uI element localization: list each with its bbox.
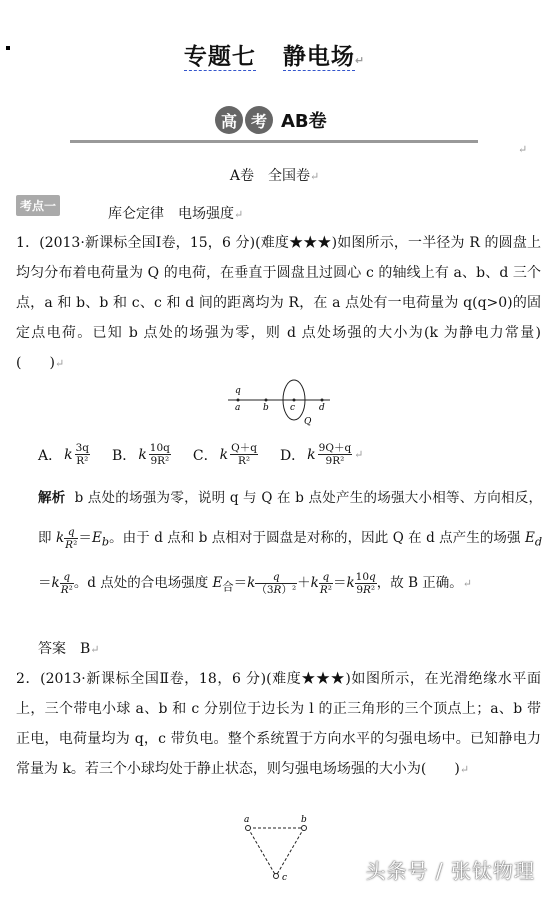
fig-label-q: q: [235, 386, 241, 396]
fig-label-d: d: [319, 403, 325, 413]
fig2-label-b: b: [301, 815, 307, 825]
fig-label-Q: Q: [304, 417, 312, 427]
option-b[interactable]: B． k $\frac{10q}{\text{9R²}}$: [112, 442, 170, 467]
q1-answer: 答案 B↵: [38, 641, 100, 657]
question-1: 1．(2013·新课标全国Ⅰ卷，15，6 分)(难度★★★)如图所示，一半径为 R 的圆盘上均匀分布着电荷量为 Q 的电荷，在垂直于圆盘且过圆心 c 的轴线上有 a、b、d 三个点，a 和 b、b 和 c、c 和 d 间的距离均为 R，在 a 点处有一电荷量为 q(q>0)的固定点电荷。已知 b 点处的场强为零，则 d 点处场强的大小为(k 为静电力常量)( )↵: [16, 235, 541, 371]
watermark: 头条号 / 张钛物理: [365, 859, 535, 883]
q1-analysis: 解析 b 点处的场强为零，说明 q 与 Q 在 b 点处产生的场强大小相等、方向相反，即 k $\frac{q}{\text{R²}}$ $=E_b$。由于 d 点和 b 点相对于圆盘是对称的，因此 Q 在 d 点产生的场强 $E_d=k$ $\frac{q}{\text{R²}}$ 。d 点处的合电场强度 $E_合=k$ $\frac{q}{\text{（3R）²}}$ ＋k $\frac{q}{\text{R²}}$ ＝k $\frac{10q}{\text{9R²}}$ ，故 B 正确。↵: [38, 490, 543, 596]
fig-label-c: c: [290, 403, 296, 413]
option-d[interactable]: D． k $\frac{9Q+q}{\text{9R²}}$ ↵: [279, 442, 364, 467]
fig2-label-a: a: [244, 815, 250, 825]
q1-figure: [222, 376, 337, 428]
question-2: 2．(2013·新课标全国Ⅱ卷，18，6 分)(难度★★★)如图所示，在光滑绝缘水平面上，三个带电小球 a、b 和 c 分别位于边长为 l 的正三角形的三个顶点上；a、b 带正电，电荷量均为 q，c 带负电。整个系统置于方向水平的匀强电场中。已知静电力常量为 k。若三个小球均处于静止状态，则匀强电场场强的大小为( )↵: [16, 671, 541, 777]
kaodian-topic: 库仑定律 电场强度↵: [108, 206, 244, 222]
option-c[interactable]: C． k $\frac{Q+q}{\text{R²}}$: [192, 442, 257, 467]
option-a[interactable]: A． k $\frac{3q}{\text{R²}}$: [38, 442, 90, 467]
q1-options: [38, 442, 528, 467]
kaodian-tag: 考点一: [16, 195, 60, 216]
fig2-label-c: c: [282, 873, 288, 883]
fig-label-a: a: [235, 403, 241, 413]
banner-rule: [70, 140, 478, 143]
banner-char-1: 高: [215, 106, 243, 134]
q2-figure: [238, 812, 318, 884]
fig-label-b: b: [263, 403, 269, 413]
page-title: 专题七 静电场↵: [183, 44, 366, 70]
gaokao-banner: [215, 106, 327, 134]
volume-heading: A卷 全国卷↵: [229, 168, 320, 184]
banner-char-2: 考: [245, 106, 273, 134]
banner-ab: AB卷: [281, 111, 327, 132]
